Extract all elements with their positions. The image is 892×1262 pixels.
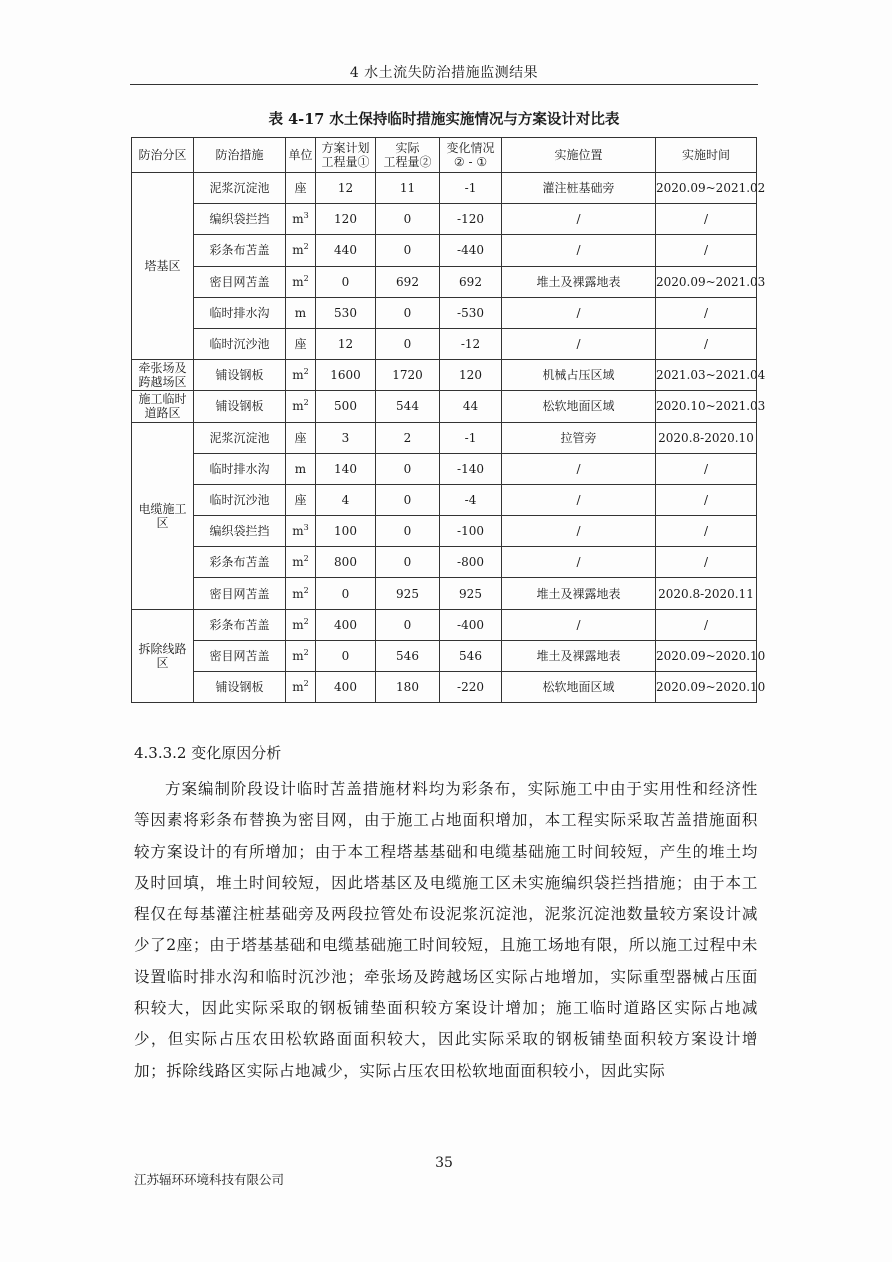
measure-cell: 临时沉沙池: [194, 484, 286, 515]
actual-cell: 0: [376, 297, 440, 328]
unit-base: m: [292, 243, 304, 258]
location-cell: 堆土及裸露地表: [502, 640, 656, 671]
planned-cell: 440: [316, 235, 376, 266]
change-cell: -140: [440, 453, 502, 484]
zone-cell: [132, 173, 194, 360]
change-cell: -4: [440, 484, 502, 515]
time-cell: /: [656, 328, 757, 359]
header-zone: 防治分区: [132, 138, 194, 173]
measure-cell: 彩条布苫盖: [194, 235, 286, 266]
actual-cell: 0: [376, 484, 440, 515]
time-cell: /: [656, 453, 757, 484]
location-cell: /: [502, 297, 656, 328]
measure-cell: 临时排水沟: [194, 297, 286, 328]
actual-cell: 0: [376, 204, 440, 235]
measure-cell: 密目网苫盖: [194, 578, 286, 609]
change-cell: -120: [440, 204, 502, 235]
unit-exponent: 3: [303, 211, 309, 221]
unit-cell: [286, 578, 316, 609]
header-planned-line2: 工程量①: [321, 155, 370, 169]
actual-cell: 0: [376, 547, 440, 578]
unit-base: 座: [294, 430, 307, 445]
planned-cell: 0: [316, 578, 376, 609]
measure-cell: 密目网苫盖: [194, 640, 286, 671]
change-cell: -400: [440, 609, 502, 640]
actual-cell: 2: [376, 422, 440, 453]
actual-cell: 11: [376, 173, 440, 204]
actual-cell: 1720: [376, 360, 440, 391]
time-cell: 2020.8-2020.11: [656, 578, 757, 609]
unit-base: 座: [294, 337, 307, 352]
unit-exponent: 2: [303, 647, 309, 657]
measure-cell: 铺设钢板: [194, 360, 286, 391]
footer-company: 江苏辐环环境科技有限公司: [134, 1172, 285, 1187]
time-cell: 2020.09~2020.10: [656, 640, 757, 671]
planned-cell: 800: [316, 547, 376, 578]
header-actual: [376, 138, 440, 173]
unit-exponent: 2: [303, 273, 309, 283]
table-header-row: [132, 138, 757, 173]
planned-cell: 120: [316, 204, 376, 235]
table-row: [132, 484, 757, 515]
location-cell: /: [502, 516, 656, 547]
table-row: [132, 578, 757, 609]
location-cell: /: [502, 235, 656, 266]
time-cell: /: [656, 547, 757, 578]
header-location: 实施位置: [502, 138, 656, 173]
zone-line: 拆除线路: [138, 641, 187, 656]
location-cell: 松软地面区域: [502, 672, 656, 703]
location-cell: /: [502, 328, 656, 359]
table-row: [132, 640, 757, 671]
zone-cell: [132, 609, 194, 703]
unit-cell: [286, 204, 316, 235]
header-actual-line1: 实际: [395, 141, 420, 155]
actual-cell: 0: [376, 516, 440, 547]
unit-base: m: [292, 368, 304, 383]
table-row: [132, 297, 757, 328]
unit-cell: [286, 672, 316, 703]
header-planned-line1: 方案计划: [321, 141, 370, 155]
unit-cell: [286, 297, 316, 328]
table-row: [132, 235, 757, 266]
change-cell: -100: [440, 516, 502, 547]
time-cell: 2020.09~2021.02: [656, 173, 757, 204]
location-cell: 灌注桩基础旁: [502, 173, 656, 204]
location-cell: /: [502, 453, 656, 484]
unit-base: m: [294, 461, 307, 476]
page-number: 35: [435, 1155, 453, 1171]
unit-base: m: [292, 617, 304, 632]
unit-base: m: [292, 586, 304, 601]
time-cell: /: [656, 609, 757, 640]
actual-cell: 546: [376, 640, 440, 671]
time-cell: /: [656, 484, 757, 515]
table-row: [132, 173, 757, 204]
table-row: [132, 204, 757, 235]
measure-cell: 铺设钢板: [194, 672, 286, 703]
unit-base: m: [292, 274, 304, 289]
unit-cell: [286, 328, 316, 359]
table-row: [132, 391, 757, 422]
location-cell: 拉管旁: [502, 422, 656, 453]
unit-cell: [286, 173, 316, 204]
zone-line: 道路区: [144, 406, 181, 421]
header-change-line1: 变化情况: [446, 141, 495, 155]
location-cell: 堆土及裸露地表: [502, 578, 656, 609]
time-cell: /: [656, 516, 757, 547]
planned-cell: 1600: [316, 360, 376, 391]
running-header: 4 水土流失防治措施监测结果: [349, 65, 539, 81]
change-cell: 546: [440, 640, 502, 671]
measure-cell: 泥浆沉淀池: [194, 422, 286, 453]
body-paragraph: 方案编制阶段设计临时苫盖措施材料均为彩条布，实际施工中由于实用性和经济性等因素将彩条布替换为密目网，由于施工占地面积增加，本工程实际采取苫盖措施面积较方案设计的有所增加；由于本工程塔基基础和电缆基础施工时间较短，产生的堆土均及时回填，堆土时间较短，因此塔基区及电缆施工区未实施编织袋拦挡措施；由于本工程仅在每基灌注桩基础旁及两段拉管处布设泥浆沉淀池，泥浆沉淀池数量较方案设计减少了2座；由于塔基基础和电缆基础施工时间较短，且施工场地有限，所以施工过程中未设置临时排水沟和临时沉沙池；牵张场及跨越场区实际占地增加，实际重型器械占压面积较大，因此实际采取的钢板铺垫面积较方案设计增加；施工临时道路区实际占地减少，但实际占压农田松软路面面积较大，因此实际采取的钢板铺垫面积较方案设计增加；拆除线路区实际占地减少，实际占压农田松软地面面积较小，因此实际: [134, 780, 758, 1080]
change-cell: -440: [440, 235, 502, 266]
zone-line: 塔基区: [144, 259, 181, 274]
unit-base: m: [292, 555, 304, 570]
actual-cell: 180: [376, 672, 440, 703]
header-measure: 防治措施: [194, 138, 286, 173]
measure-cell: 临时沉沙池: [194, 328, 286, 359]
time-cell: /: [656, 204, 757, 235]
actual-cell: 0: [376, 453, 440, 484]
table-row: [132, 547, 757, 578]
change-cell: 692: [440, 266, 502, 297]
change-cell: -530: [440, 297, 502, 328]
unit-base: m: [292, 212, 304, 227]
unit-exponent: 2: [303, 554, 309, 564]
time-cell: 2020.8-2020.10: [656, 422, 757, 453]
planned-cell: 12: [316, 328, 376, 359]
change-cell: -1: [440, 422, 502, 453]
unit-base: m: [292, 399, 304, 414]
unit-exponent: 2: [303, 367, 309, 377]
unit-cell: [286, 484, 316, 515]
header-unit: 单位: [286, 138, 316, 173]
unit-base: m: [292, 524, 304, 539]
zone-cell: [132, 422, 194, 609]
table-row: [132, 453, 757, 484]
planned-cell: 0: [316, 640, 376, 671]
table-row: [132, 516, 757, 547]
measure-cell: 泥浆沉淀池: [194, 173, 286, 204]
planned-cell: 400: [316, 609, 376, 640]
zone-line: 区: [156, 515, 169, 530]
unit-exponent: 2: [303, 398, 309, 408]
unit-base: 座: [294, 492, 307, 507]
planned-cell: 12: [316, 173, 376, 204]
location-cell: 机械占压区域: [502, 360, 656, 391]
time-cell: 2021.03~2021.04: [656, 360, 757, 391]
unit-exponent: 2: [303, 679, 309, 689]
time-cell: 2020.10~2021.03: [656, 391, 757, 422]
change-cell: 44: [440, 391, 502, 422]
measure-cell: 临时排水沟: [194, 453, 286, 484]
unit-exponent: 3: [303, 523, 309, 533]
change-cell: -1: [440, 173, 502, 204]
section-heading: 4.3.3.2 变化原因分析: [134, 744, 282, 762]
time-cell: /: [656, 235, 757, 266]
zone-line: 电缆施工: [138, 501, 187, 516]
actual-cell: 0: [376, 328, 440, 359]
zone-cell: [132, 391, 194, 422]
actual-cell: 0: [376, 609, 440, 640]
actual-cell: 925: [376, 578, 440, 609]
header-change-line2: ② - ①: [453, 155, 488, 169]
header-rule: [130, 84, 758, 85]
unit-cell: [286, 609, 316, 640]
measure-cell: 编织袋拦挡: [194, 516, 286, 547]
planned-cell: 400: [316, 672, 376, 703]
zone-line: 牵张场及: [138, 361, 187, 376]
zone-cell: [132, 360, 194, 391]
time-cell: 2020.09~2020.10: [656, 672, 757, 703]
zone-line: 区: [156, 655, 169, 670]
unit-cell: [286, 547, 316, 578]
unit-exponent: 2: [303, 616, 309, 626]
unit-cell: [286, 422, 316, 453]
actual-cell: 0: [376, 235, 440, 266]
table-row: [132, 422, 757, 453]
planned-cell: 140: [316, 453, 376, 484]
zone-line: 施工临时: [138, 392, 187, 407]
location-cell: /: [502, 547, 656, 578]
table-row: [132, 328, 757, 359]
comparison-table: [131, 137, 766, 703]
table-row: [132, 266, 757, 297]
table-row: [132, 360, 757, 391]
location-cell: 堆土及裸露地表: [502, 266, 656, 297]
header-planned: [316, 138, 376, 173]
zone-line: 跨越场区: [138, 375, 187, 390]
unit-exponent: 2: [303, 242, 309, 252]
planned-cell: 530: [316, 297, 376, 328]
actual-cell: 692: [376, 266, 440, 297]
location-cell: 松软地面区域: [502, 391, 656, 422]
unit-exponent: 2: [303, 585, 309, 595]
header-time: 实施时间: [656, 138, 757, 173]
change-cell: 925: [440, 578, 502, 609]
unit-base: m: [294, 305, 307, 320]
unit-cell: [286, 640, 316, 671]
unit-cell: [286, 453, 316, 484]
unit-base: m: [292, 648, 304, 663]
unit-cell: [286, 266, 316, 297]
unit-base: 座: [294, 181, 307, 196]
header-change: [440, 138, 502, 173]
unit-cell: [286, 235, 316, 266]
table-body: [132, 173, 766, 703]
table-caption: 表 4-17 水土保持临时措施实施情况与方案设计对比表: [268, 111, 620, 128]
planned-cell: 0: [316, 266, 376, 297]
table-row: [132, 609, 757, 640]
location-cell: /: [502, 484, 656, 515]
measure-cell: 密目网苫盖: [194, 266, 286, 297]
unit-cell: [286, 516, 316, 547]
change-cell: -800: [440, 547, 502, 578]
planned-cell: 500: [316, 391, 376, 422]
unit-cell: [286, 391, 316, 422]
unit-cell: [286, 360, 316, 391]
table-row: [132, 672, 757, 703]
measure-cell: 编织袋拦挡: [194, 204, 286, 235]
change-cell: -12: [440, 328, 502, 359]
measure-cell: 彩条布苫盖: [194, 547, 286, 578]
planned-cell: 4: [316, 484, 376, 515]
time-cell: /: [656, 297, 757, 328]
location-cell: /: [502, 204, 656, 235]
planned-cell: 3: [316, 422, 376, 453]
header-actual-line2: 工程量②: [383, 155, 432, 169]
change-cell: -220: [440, 672, 502, 703]
actual-cell: 544: [376, 391, 440, 422]
location-cell: /: [502, 609, 656, 640]
unit-base: m: [292, 680, 304, 695]
planned-cell: 100: [316, 516, 376, 547]
time-cell: 2020.09~2021.03: [656, 266, 757, 297]
measure-cell: 铺设钢板: [194, 391, 286, 422]
change-cell: 120: [440, 360, 502, 391]
measure-cell: 彩条布苫盖: [194, 609, 286, 640]
